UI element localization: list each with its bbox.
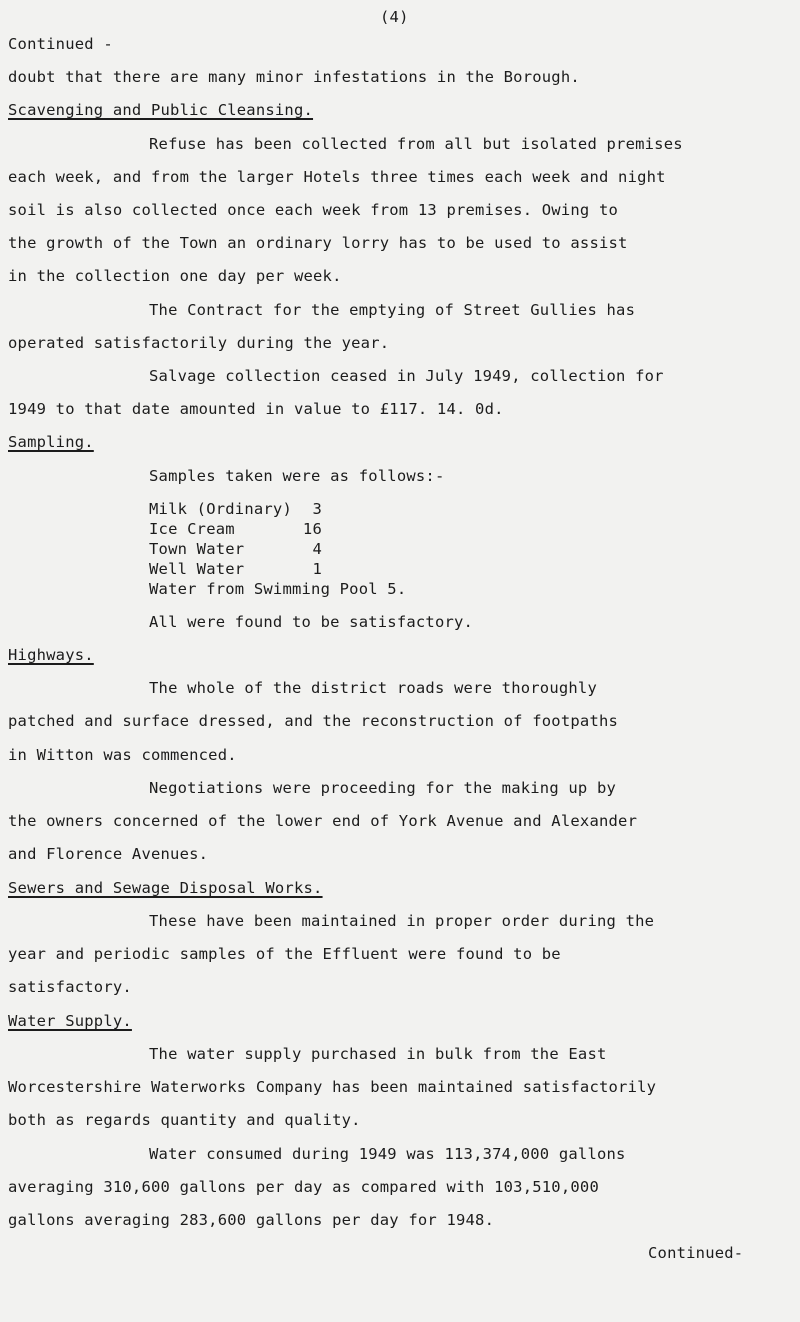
paragraph-line: satisfactory. xyxy=(8,978,132,996)
paragraph-line: Refuse has been collected from all but isolated premises xyxy=(149,135,683,153)
page-number: (4) xyxy=(380,8,409,26)
sample-label: Town Water xyxy=(149,540,245,558)
paragraph-line: both as regards quantity and quality. xyxy=(8,1111,361,1129)
paragraph-line: soil is also collected once each week from 13 premises. Owing to xyxy=(8,201,619,219)
paragraph-line: The Contract for the emptying of Street Gullies has xyxy=(149,301,636,319)
sample-label: Well Water xyxy=(149,560,245,578)
sampling-conclusion: All were found to be satisfactory. xyxy=(149,613,474,631)
paragraph-line: Worcestershire Waterworks Company has been maintained satisfactorily xyxy=(8,1078,657,1096)
paragraph-line: The water supply purchased in bulk from the East xyxy=(149,1045,607,1063)
paragraph-line: the owners concerned of the lower end of York Avenue and Alexander xyxy=(8,812,638,830)
section-heading-sewers: Sewers and Sewage Disposal Works. xyxy=(8,879,323,897)
sample-count: 3 xyxy=(312,500,322,518)
intro-line: doubt that there are many minor infestations in the Borough. xyxy=(8,68,580,86)
paragraph-line: and Florence Avenues. xyxy=(8,845,209,863)
sampling-intro: Samples taken were as follows:- xyxy=(149,467,445,485)
continued-label-top: Continued - xyxy=(8,35,113,53)
sample-count: 4 xyxy=(312,540,322,558)
paragraph-line: in the collection one day per week. xyxy=(8,267,342,285)
sample-label: Ice Cream xyxy=(149,520,235,538)
paragraph-line: the growth of the Town an ordinary lorry has to be used to assist xyxy=(8,234,628,252)
paragraph-line: year and periodic samples of the Effluent were found to be xyxy=(8,945,561,963)
paragraph-line: These have been maintained in proper order during the xyxy=(149,912,655,930)
paragraph-line: gallons averaging 283,600 gallons per day for 1948. xyxy=(8,1211,495,1229)
paragraph-line: 1949 to that date amounted in value to £117. 14. 0d. xyxy=(8,400,504,418)
continued-label-bottom: Continued- xyxy=(648,1244,744,1262)
paragraph-line: each week, and from the larger Hotels three times each week and night xyxy=(8,168,666,186)
section-heading-water-supply: Water Supply. xyxy=(8,1012,132,1030)
paragraph-line: Negotiations were proceeding for the making up by xyxy=(149,779,617,797)
paragraph-line: patched and surface dressed, and the reconstruction of footpaths xyxy=(8,712,619,730)
sample-count: 16 xyxy=(302,520,322,538)
paragraph-line: Water consumed during 1949 was 113,374,000 gallons xyxy=(149,1145,626,1163)
sample-label: Water from Swimming Pool 5. xyxy=(149,580,407,598)
section-heading-sampling: Sampling. xyxy=(8,433,94,451)
paragraph-line: The whole of the district roads were thoroughly xyxy=(149,679,597,697)
paragraph-line: averaging 310,600 gallons per day as compared with 103,510,000 xyxy=(8,1178,599,1196)
section-heading-highways: Highways. xyxy=(8,646,94,664)
section-heading-scavenging: Scavenging and Public Cleansing. xyxy=(8,101,314,119)
paragraph-line: in Witton was commenced. xyxy=(8,746,237,764)
paragraph-line: Salvage collection ceased in July 1949, collection for xyxy=(149,367,664,385)
sample-label: Milk (Ordinary) xyxy=(149,500,292,518)
paragraph-line: operated satisfactorily during the year. xyxy=(8,334,390,352)
sample-count: 1 xyxy=(312,560,322,578)
